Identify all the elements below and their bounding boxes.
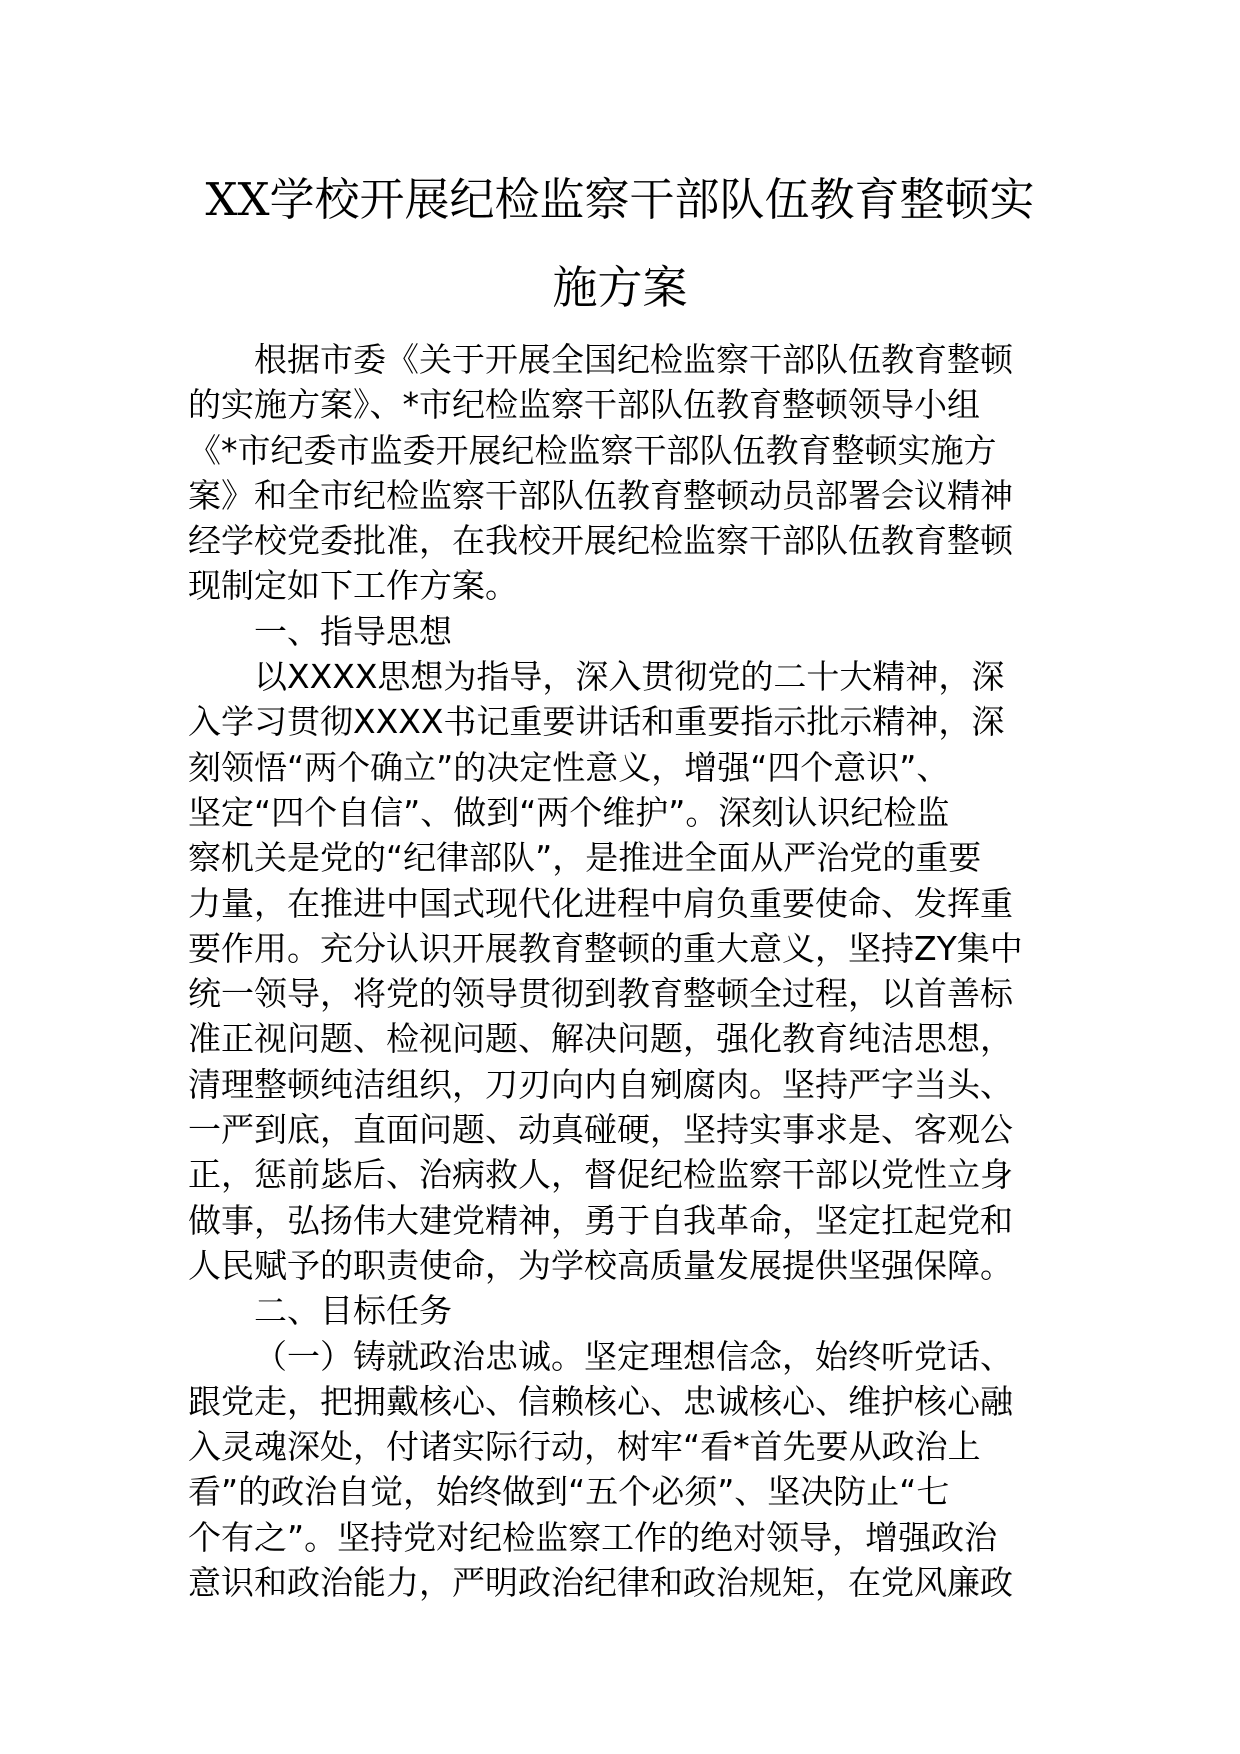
- paragraph-line: 正，惩前毖后、治病救人，督促纪检监察干部以党性立身: [188, 1155, 1013, 1195]
- paragraph-line: 准正视问题、检视问题、解决问题，强化教育纯洁思想，: [188, 1019, 1013, 1059]
- paragraph-line: 《*市纪委市监委开展纪检监察干部队伍教育整顿实施方: [188, 430, 997, 470]
- document-title-line-2: 施方案: [552, 261, 688, 314]
- document-body: [188, 337, 1052, 1605]
- paragraph-line: 入灵魂深处，付诸实际行动，树牢“看*首先要从政治上: [188, 1427, 981, 1467]
- paragraph-line: 经学校党委批准，在我校开展纪检监察干部队伍教育整顿: [188, 521, 1013, 561]
- paragraph-line: 统一领导，将党的领导贯彻到教育整顿全过程，以首善标: [188, 974, 1013, 1014]
- paragraph-line: 的实施方案》、*市纪检监察干部队伍教育整顿领导小组: [188, 385, 980, 425]
- section-heading: 二、目标任务: [254, 1291, 452, 1331]
- paragraph-line: 要作用。充分认识开展教育整顿的重大意义，坚持ZY集中: [188, 928, 1023, 968]
- paragraph-line: 看”的政治自觉，始终做到“五个必须”、坚决防止“七: [188, 1472, 950, 1512]
- paragraph-line: 人民赋予的职责使命，为学校高质量发展提供坚强保障。: [188, 1245, 1013, 1285]
- section-heading: 一、指导思想: [254, 611, 452, 651]
- paragraph-line: 意识和政治能力，严明政治纪律和政治规矩，在党风廉政: [188, 1563, 1013, 1603]
- paragraph-line: 力量，在推进中国式现代化进程中肩负重要使命、发挥重: [188, 883, 1013, 923]
- paragraph-line: 案》和全市纪检监察干部队伍教育整顿动员部署会议精神: [188, 475, 1013, 515]
- paragraph-line: 刻领悟“两个确立”的决定性意义，增强“四个意识”、: [188, 747, 950, 787]
- paragraph-line: 根据市委《关于开展全国纪检监察干部队伍教育整顿: [254, 340, 1013, 379]
- paragraph-line: 察机关是党的“纪律部队”，是推进全面从严治党的重要: [188, 838, 982, 878]
- paragraph-line: 清理整顿纯洁组织，刀刃向内自剜腐肉。坚持严字当头、: [188, 1064, 1013, 1104]
- paragraph-line: （一）铸就政治忠诚。坚定理想信念，始终听党话、: [254, 1336, 1013, 1376]
- paragraph-line: 个有之”。坚持党对纪检监察工作的绝对领导，增强政治: [188, 1517, 998, 1557]
- paragraph-line: 跟党走，把拥戴核心、信赖核心、忠诚核心、维护核心融: [188, 1381, 1013, 1421]
- paragraph-line: 现制定如下工作方案。: [188, 566, 518, 606]
- document-title-line-1: XX学校开展纪检监察干部队伍教育整顿实: [205, 173, 1035, 226]
- paragraph-line: 入学习贯彻XXXX书记重要讲话和重要指示批示精神，深: [188, 702, 1005, 742]
- paragraph-line: 以XXXX思想为指导，深入贯彻党的二十大精神，深: [254, 657, 1005, 697]
- paragraph-line: 一严到底，直面问题、动真碰硬，坚持实事求是、客观公: [188, 1110, 1013, 1150]
- paragraph-line: 做事，弘扬伟大建党精神，勇于自我革命，坚定扛起党和: [188, 1200, 1013, 1240]
- paragraph-line: 坚定“四个自信”、做到“两个维护”。深刻认识纪检监: [188, 792, 950, 832]
